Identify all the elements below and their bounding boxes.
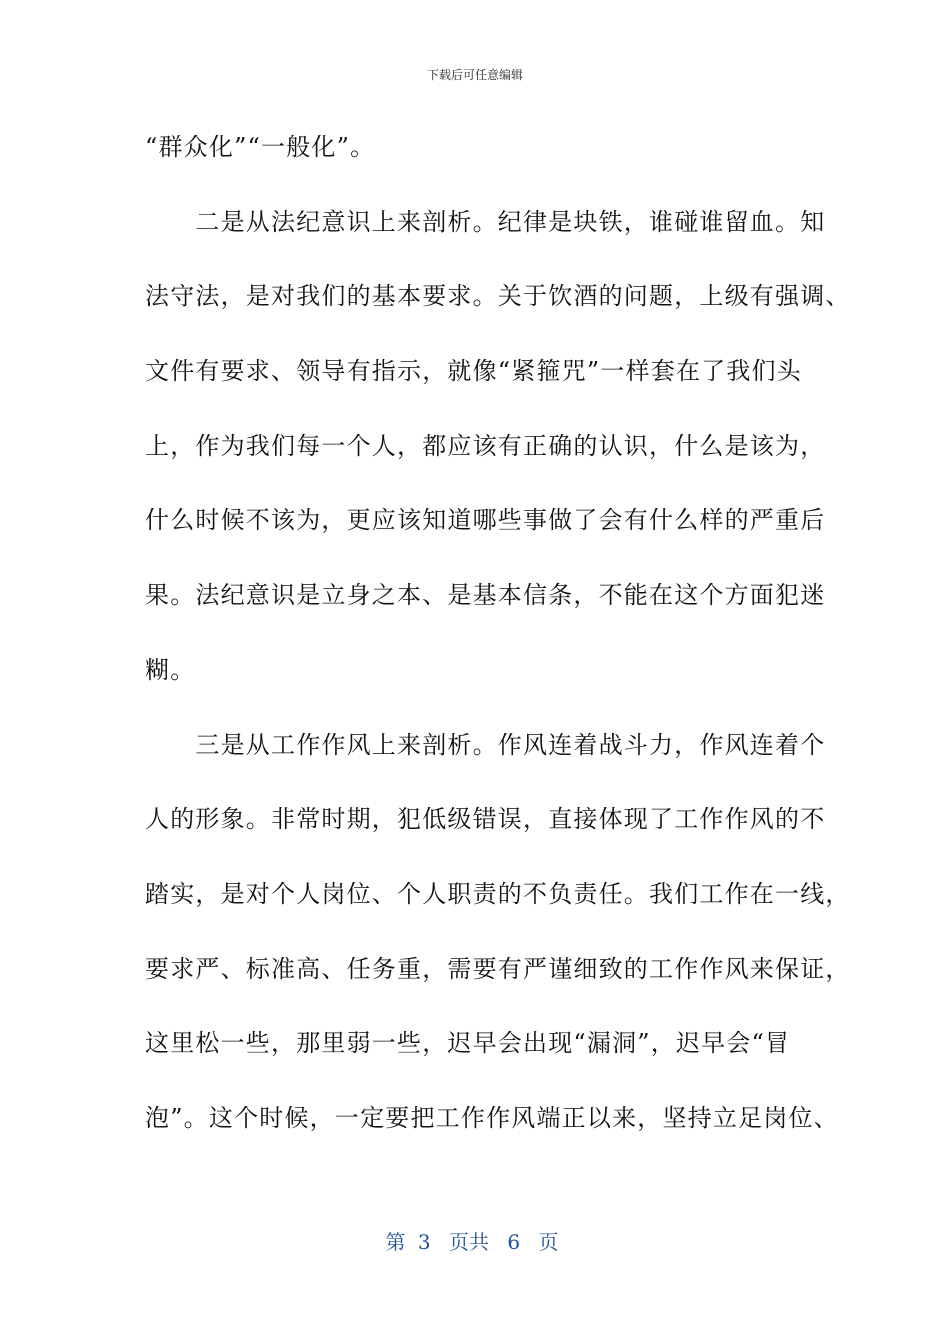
document-body [145, 118, 851, 1164]
text-line: 法守法，是对我们的基本要求。关于饮酒的问题，上级有强调、 [145, 282, 851, 311]
footer-prefix: 第 [385, 1230, 406, 1254]
text-line: 二是从法纪意识上来剖析。纪律是块铁，谁碰谁留血。知 [145, 207, 826, 236]
text-line: 文件有要求、领导有指示，就像“紧箍咒”一样套在了我们头 [145, 357, 802, 386]
text-line: 上，作为我们每一个人，都应该有正确的认识，什么是该为， [145, 431, 826, 460]
footer-suffix: 页 [538, 1230, 559, 1254]
total-page-count: 6 [507, 1230, 521, 1254]
text-line: 果。法纪意识是立身之本、是基本信条，不能在这个方面犯迷 [145, 581, 826, 610]
text-line: “群众化”“一般化”。 [145, 133, 376, 161]
current-page-number: 3 [417, 1230, 431, 1254]
text-line: 泡”。这个时候，一定要把工作作风端正以来，坚持立足岗位、 [145, 1103, 839, 1132]
text-line: 什么时候不该为，更应该知道哪些事做了会有什么样的严重后 [145, 506, 826, 535]
text-line: 糊。 [145, 655, 196, 684]
text-line: 这里松一些，那里弱一些，迟早会出现“漏洞”，迟早会“冒 [145, 1029, 791, 1058]
page-footer [0, 1226, 950, 1255]
text-line: 三是从工作作风上来剖析。作风连着战斗力，作风连着个 [145, 730, 826, 759]
text-line: 踏实，是对个人岗位、个人职责的不负责任。我们工作在一线， [145, 879, 851, 908]
page-header: 下载后可任意编辑 [426, 68, 523, 82]
text-line: 人的形象。非常时期，犯低级错误，直接体现了工作作风的不 [145, 805, 826, 834]
footer-middle: 页共 [449, 1230, 489, 1254]
text-line: 要求严、标准高、任务重，需要有严谨细致的工作作风来保证， [145, 954, 851, 983]
